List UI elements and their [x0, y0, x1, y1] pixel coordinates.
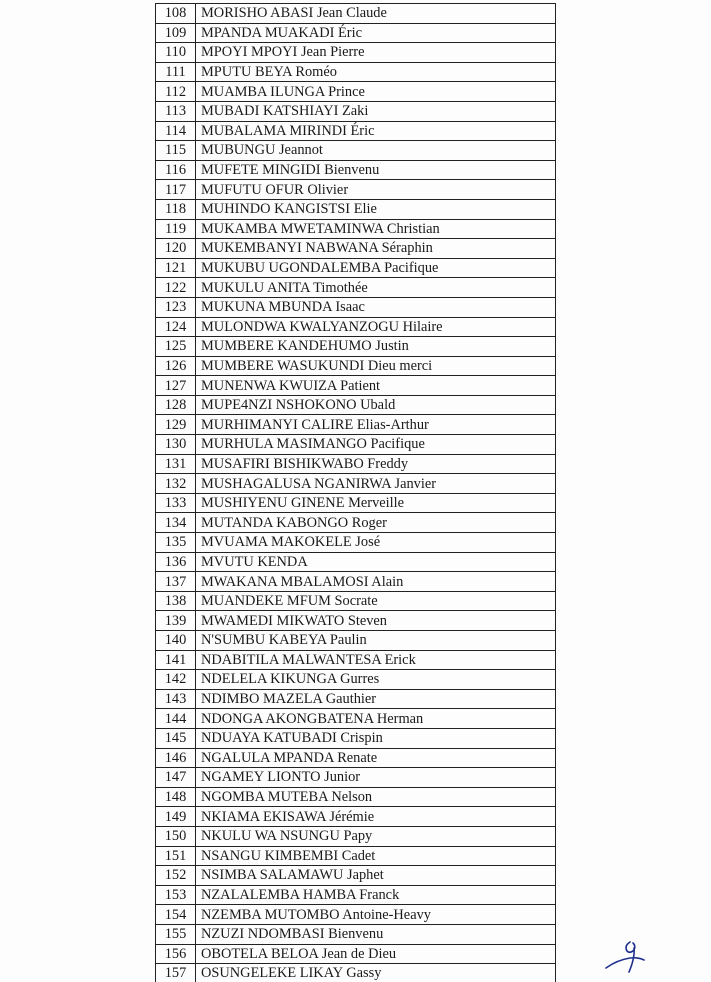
person-name: MUKUBU UGONDALEMBA Pacifique — [196, 258, 556, 278]
person-name: MPOYI MPOYI Jean Pierre — [196, 43, 556, 63]
table-row — [156, 768, 556, 788]
person-name: NSIMBA SALAMAWU Japhet — [196, 866, 556, 886]
table-row — [156, 141, 556, 161]
person-name: NGALULA MPANDA Renate — [196, 748, 556, 768]
table-row — [156, 258, 556, 278]
row-number: 153 — [156, 885, 196, 905]
row-number: 128 — [156, 395, 196, 415]
table-row — [156, 807, 556, 827]
table-row — [156, 513, 556, 533]
person-name: MWAMEDI MIKWATO Steven — [196, 611, 556, 631]
person-name: MWAKANA MBALAMOSI Alain — [196, 572, 556, 592]
table-row — [156, 121, 556, 141]
table-row — [156, 23, 556, 43]
person-name: MORISHO ABASI Jean Claude — [196, 4, 556, 24]
table-row — [156, 552, 556, 572]
row-number: 111 — [156, 62, 196, 82]
table-row — [156, 395, 556, 415]
table-row — [156, 787, 556, 807]
table-row — [156, 846, 556, 866]
person-name: MVUAMA MAKOKELE José — [196, 533, 556, 553]
table-row — [156, 62, 556, 82]
table-row — [156, 826, 556, 846]
table-row — [156, 4, 556, 24]
person-name: MUMBERE KANDEHUMO Justin — [196, 337, 556, 357]
row-number: 132 — [156, 474, 196, 494]
row-number: 115 — [156, 141, 196, 161]
person-name: MUMBERE WASUKUNDI Dieu merci — [196, 356, 556, 376]
person-name: MUNENWA KWUIZA Patient — [196, 376, 556, 396]
row-number: 117 — [156, 180, 196, 200]
row-number: 146 — [156, 748, 196, 768]
table-row — [156, 376, 556, 396]
row-number: 121 — [156, 258, 196, 278]
table-row — [156, 297, 556, 317]
row-number: 139 — [156, 611, 196, 631]
person-name: MUKEMBANYI NABWANA Séraphin — [196, 239, 556, 259]
row-number: 155 — [156, 924, 196, 944]
row-number: 116 — [156, 160, 196, 180]
person-name: NDABITILA MALWANTESA Erick — [196, 650, 556, 670]
table-row — [156, 356, 556, 376]
table-row — [156, 611, 556, 631]
person-name: MUTANDA KABONGO Roger — [196, 513, 556, 533]
row-number: 143 — [156, 689, 196, 709]
row-number: 118 — [156, 199, 196, 219]
row-number: 119 — [156, 219, 196, 239]
row-number: 120 — [156, 239, 196, 259]
person-name: MUFUTU OFUR Olivier — [196, 180, 556, 200]
person-name: MUSAFIRI BISHIKWABO Freddy — [196, 454, 556, 474]
row-number: 133 — [156, 493, 196, 513]
row-number: 122 — [156, 278, 196, 298]
row-number: 112 — [156, 82, 196, 102]
row-number: 109 — [156, 23, 196, 43]
row-number: 114 — [156, 121, 196, 141]
name-roster-table — [155, 3, 556, 982]
signature-icon — [603, 938, 653, 974]
row-number: 140 — [156, 631, 196, 651]
row-number: 130 — [156, 435, 196, 455]
table-row — [156, 454, 556, 474]
person-name: OBOTELA BELOA Jean de Dieu — [196, 944, 556, 964]
person-name: MURHULA MASIMANGO Pacifique — [196, 435, 556, 455]
person-name: MVUTU KENDA — [196, 552, 556, 572]
table-row — [156, 728, 556, 748]
row-number: 149 — [156, 807, 196, 827]
person-name: MULONDWA KWALYANZOGU Hilaire — [196, 317, 556, 337]
row-number: 154 — [156, 905, 196, 925]
person-name: NDIMBO MAZELA Gauthier — [196, 689, 556, 709]
table-row — [156, 82, 556, 102]
table-row — [156, 572, 556, 592]
row-number: 136 — [156, 552, 196, 572]
person-name: MPUTU BEYA Roméo — [196, 62, 556, 82]
table-row — [156, 885, 556, 905]
person-name: NKULU WA NSUNGU Papy — [196, 826, 556, 846]
person-name: MUPE4NZI NSHOKONO Ubald — [196, 395, 556, 415]
person-name: MUBUNGU Jeannot — [196, 141, 556, 161]
table-row — [156, 415, 556, 435]
row-number: 148 — [156, 787, 196, 807]
table-row — [156, 337, 556, 357]
row-number: 151 — [156, 846, 196, 866]
person-name: MUAMBA ILUNGA Prince — [196, 82, 556, 102]
person-name: NZEMBA MUTOMBO Antoine-Heavy — [196, 905, 556, 925]
person-name: MUKULU ANITA Timothée — [196, 278, 556, 298]
person-name: MUBALAMA MIRINDI Éric — [196, 121, 556, 141]
person-name: NGAMEY LIONTO Junior — [196, 768, 556, 788]
row-number: 145 — [156, 728, 196, 748]
person-name: MUKUNA MBUNDA Isaac — [196, 297, 556, 317]
row-number: 129 — [156, 415, 196, 435]
roster-body — [156, 4, 556, 982]
person-name: MUSHAGALUSA NGANIRWA Janvier — [196, 474, 556, 494]
table-row — [156, 866, 556, 886]
row-number: 125 — [156, 337, 196, 357]
person-name: MUKAMBA MWETAMINWA Christian — [196, 219, 556, 239]
row-number: 134 — [156, 513, 196, 533]
table-row — [156, 944, 556, 964]
table-row — [156, 709, 556, 729]
table-row — [156, 278, 556, 298]
person-name: NGOMBA MUTEBA Nelson — [196, 787, 556, 807]
person-name: NDELELA KIKUNGA Gurres — [196, 670, 556, 690]
row-number: 138 — [156, 591, 196, 611]
person-name: NKIAMA EKISAWA Jérémie — [196, 807, 556, 827]
row-number: 142 — [156, 670, 196, 690]
person-name: MUHINDO KANGISTSI Elie — [196, 199, 556, 219]
person-name: MPANDA MUAKADI Éric — [196, 23, 556, 43]
row-number: 141 — [156, 650, 196, 670]
table-row — [156, 964, 556, 982]
table-row — [156, 650, 556, 670]
person-name: OSUNGELEKE LIKAY Gassy — [196, 964, 556, 982]
table-row — [156, 924, 556, 944]
row-number: 113 — [156, 101, 196, 121]
table-row — [156, 748, 556, 768]
table-row — [156, 317, 556, 337]
person-name: MUANDEKE MFUM Socrate — [196, 591, 556, 611]
table-row — [156, 180, 556, 200]
table-row — [156, 160, 556, 180]
table-row — [156, 199, 556, 219]
person-name: MUBADI KATSHIAYI Zaki — [196, 101, 556, 121]
row-number: 108 — [156, 4, 196, 24]
row-number: 110 — [156, 43, 196, 63]
person-name: N'SUMBU KABEYA Paulin — [196, 631, 556, 651]
table-row — [156, 219, 556, 239]
person-name: NDUAYA KATUBADI Crispin — [196, 728, 556, 748]
row-number: 123 — [156, 297, 196, 317]
person-name: NSANGU KIMBEMBI Cadet — [196, 846, 556, 866]
person-name: NDONGA AKONGBATENA Herman — [196, 709, 556, 729]
table-row — [156, 101, 556, 121]
row-number: 124 — [156, 317, 196, 337]
table-row — [156, 239, 556, 259]
row-number: 131 — [156, 454, 196, 474]
table-row — [156, 493, 556, 513]
person-name: NZUZI NDOMBASI Bienvenu — [196, 924, 556, 944]
table-row — [156, 631, 556, 651]
person-name: MUSHIYENU GINENE Merveille — [196, 493, 556, 513]
table-row — [156, 474, 556, 494]
row-number: 126 — [156, 356, 196, 376]
table-row — [156, 905, 556, 925]
table-row — [156, 43, 556, 63]
row-number: 147 — [156, 768, 196, 788]
row-number: 152 — [156, 866, 196, 886]
row-number: 127 — [156, 376, 196, 396]
row-number: 156 — [156, 944, 196, 964]
person-name: NZALALEMBA HAMBA Franck — [196, 885, 556, 905]
row-number: 135 — [156, 533, 196, 553]
person-name: MURHIMANYI CALIRE Elias-Arthur — [196, 415, 556, 435]
table-row — [156, 591, 556, 611]
row-number: 157 — [156, 964, 196, 982]
table-row — [156, 533, 556, 553]
table-row — [156, 689, 556, 709]
row-number: 137 — [156, 572, 196, 592]
row-number: 144 — [156, 709, 196, 729]
table-row — [156, 435, 556, 455]
person-name: MUFETE MINGIDI Bienvenu — [196, 160, 556, 180]
table-row — [156, 670, 556, 690]
row-number: 150 — [156, 826, 196, 846]
